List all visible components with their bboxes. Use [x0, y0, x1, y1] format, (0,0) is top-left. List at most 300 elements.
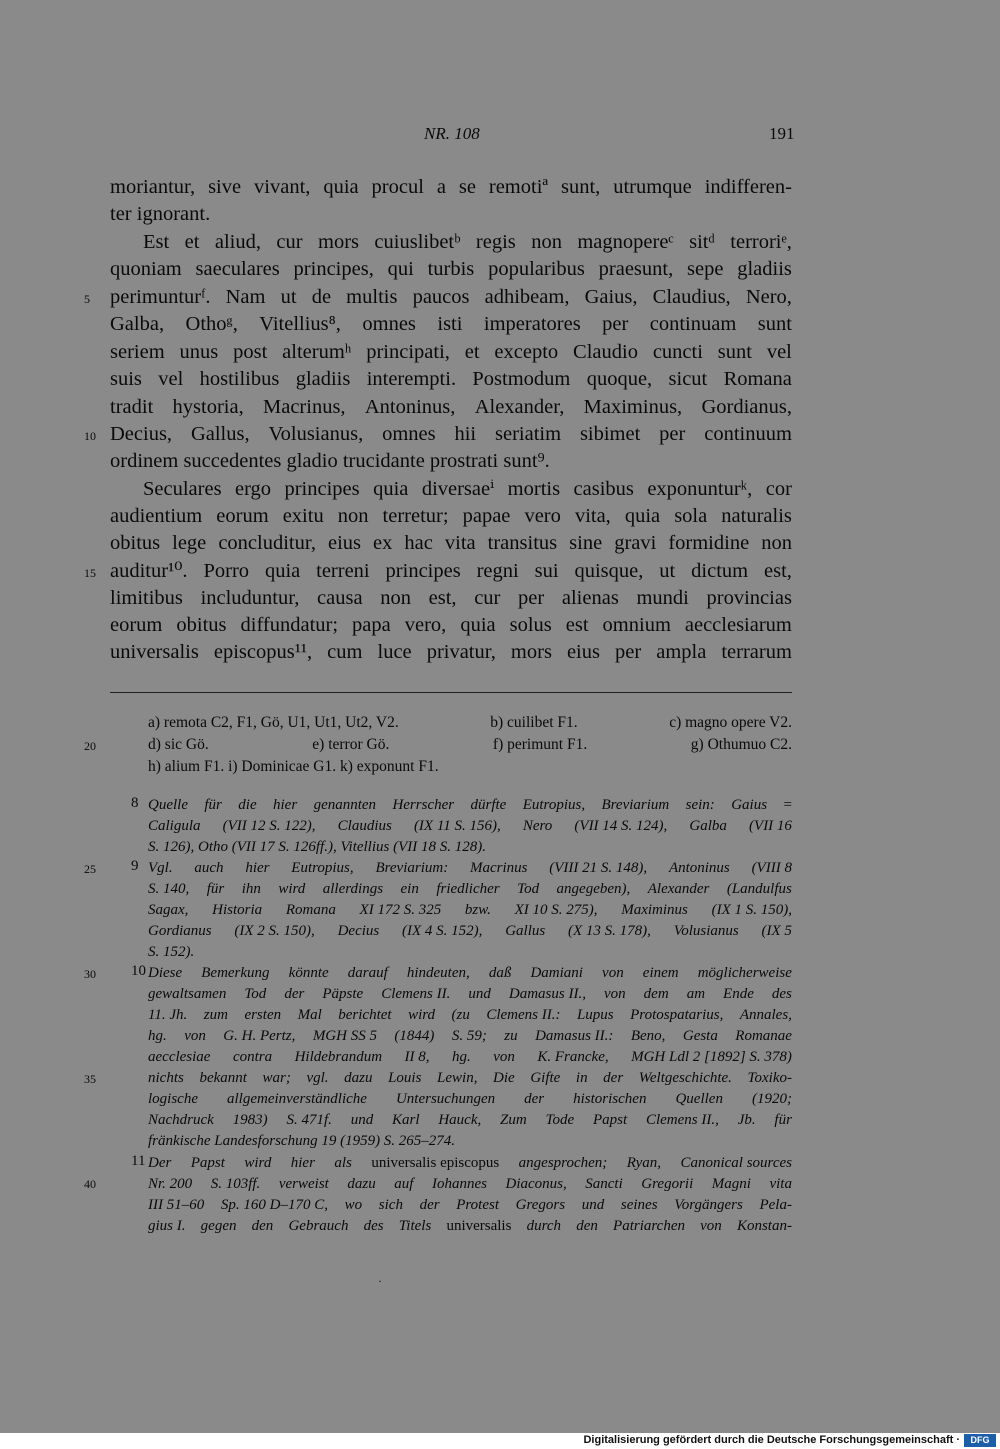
word: hii	[454, 423, 477, 445]
word: moriantur,	[110, 176, 196, 198]
word: vel	[766, 341, 792, 363]
word: est,	[764, 560, 792, 582]
word: (1920;	[751, 1091, 792, 1107]
page-mark: ·	[378, 1274, 382, 1288]
word: Zum	[500, 1112, 527, 1128]
word: cur	[474, 587, 501, 609]
word: quia	[323, 176, 359, 198]
text-line	[110, 558, 792, 585]
word: cuncti	[652, 341, 703, 363]
word: quia	[264, 560, 301, 582]
word: Der	[148, 1155, 172, 1171]
word: Quelle	[148, 797, 188, 813]
word: Gregorii	[641, 1176, 694, 1192]
word: Seculares	[143, 478, 222, 500]
word: (IX 5	[761, 923, 792, 939]
word: bekannt	[199, 1070, 247, 1086]
footnote-line	[148, 795, 792, 816]
word: daß	[488, 965, 512, 981]
line-number: 20	[84, 739, 96, 753]
word: seines	[620, 1197, 658, 1213]
word: audientium	[110, 505, 203, 527]
word: sich	[378, 1197, 403, 1213]
word: Mal	[297, 1007, 322, 1023]
word: auf	[394, 1176, 414, 1192]
footnote-number: 8	[131, 795, 139, 811]
word: Nero	[522, 818, 553, 834]
word: Annales,	[739, 1007, 792, 1023]
word: mors	[318, 231, 359, 253]
word: Lewin,	[437, 1070, 478, 1086]
word: Ende	[723, 986, 754, 1002]
text-line	[143, 229, 792, 256]
word: Clemens II.,	[645, 1112, 719, 1128]
word: sitᵈ	[689, 231, 715, 253]
word: Antoninus	[668, 860, 730, 876]
word: Romana	[723, 368, 792, 390]
text-line	[110, 421, 792, 448]
word: und	[468, 986, 491, 1002]
word: ex	[373, 532, 393, 554]
word: (VIII 8	[751, 860, 792, 876]
word: Hauck,	[438, 1112, 482, 1128]
word: ersten	[244, 1007, 282, 1023]
word: mors	[510, 641, 552, 663]
word: MGH SS 5	[312, 1028, 377, 1044]
text-line	[110, 339, 792, 366]
word: des	[771, 986, 792, 1002]
word: Quellen	[675, 1091, 723, 1107]
word: d) sic Gö.	[148, 736, 209, 753]
word: einem	[642, 965, 679, 981]
word: seriatim	[495, 423, 562, 445]
word: principes	[385, 560, 461, 582]
word: von	[493, 1049, 515, 1065]
word: den	[251, 1218, 274, 1234]
text-line	[110, 585, 792, 612]
word: Nero,	[745, 286, 792, 308]
word: universalis	[110, 641, 199, 663]
word: interempti.	[366, 368, 457, 390]
word: bzw.	[464, 902, 491, 918]
word: qui	[387, 258, 414, 280]
word: Antoninus,	[364, 396, 456, 418]
word: Nr. 200	[148, 1176, 193, 1192]
word: post	[233, 341, 268, 363]
word: der	[284, 986, 305, 1002]
word: cor	[765, 478, 792, 500]
word: quoniam	[110, 258, 182, 280]
word: (VIII 21 S. 148),	[549, 860, 648, 876]
word: der	[524, 1091, 545, 1107]
word: von	[602, 965, 624, 981]
text-line	[110, 366, 792, 393]
word: hindeuten,	[406, 965, 470, 981]
word: ut	[280, 286, 297, 308]
word: eius	[566, 641, 600, 663]
word: Eutropius,	[522, 797, 586, 813]
word: berichtet	[338, 1007, 392, 1023]
footnote-number: 10	[131, 963, 146, 979]
word: Die	[493, 1070, 515, 1086]
footnote-line	[148, 858, 792, 879]
word: allgemeinverständliche	[227, 1091, 367, 1107]
word: regis	[475, 231, 516, 253]
word: non	[380, 587, 411, 609]
word: cur	[276, 231, 303, 253]
word: episcopus¹¹,	[213, 641, 313, 663]
dfg-logo: DFG	[964, 1434, 996, 1447]
text-line	[110, 503, 792, 530]
word: alterumʰ	[282, 341, 352, 363]
word: terrarum	[721, 641, 792, 663]
word: zum	[203, 1007, 228, 1023]
variant-line	[148, 712, 792, 733]
text-line: ordinem succedentes gladio trucidante prostrati sunt⁹.	[110, 450, 550, 472]
word: angesprochen;	[518, 1155, 608, 1171]
word: per	[659, 423, 686, 445]
word: gravi	[614, 532, 657, 554]
word: g) Othumuo C2.	[690, 736, 792, 753]
word: continuum	[704, 423, 792, 445]
word: casibus	[573, 478, 634, 500]
word: popularibus	[488, 258, 585, 280]
text-line	[143, 476, 792, 503]
word: per	[518, 587, 545, 609]
word: Volusianus,	[268, 423, 364, 445]
word: ut	[659, 560, 676, 582]
word: eius	[328, 532, 362, 554]
word: dazu	[347, 1176, 376, 1192]
word: continuam	[649, 313, 737, 335]
word: XI 172 S. 325	[359, 902, 442, 918]
word: Maximinus	[621, 902, 688, 918]
word: universalis	[446, 1218, 512, 1234]
word: quia	[624, 505, 661, 527]
word: historischen	[573, 1091, 647, 1107]
word: Gaius	[731, 797, 768, 813]
word: a) remota C2, F1, Gö, U1, Ut1, Ut2, V2.	[148, 714, 399, 731]
word: auditur¹⁰.	[110, 560, 188, 582]
funding-credit: Digitalisierung gefördert durch die Deutsche Forschungsgemeinschaft ·	[583, 1434, 960, 1446]
word: vita	[769, 1176, 792, 1192]
word: aecclesiarum	[684, 614, 792, 636]
word: und	[350, 1112, 374, 1128]
word: principes	[284, 478, 360, 500]
word: suis	[110, 368, 142, 390]
word: papa	[352, 614, 391, 636]
word: wo	[344, 1197, 363, 1213]
word: gius I.	[148, 1218, 186, 1234]
word: et	[184, 231, 200, 253]
word: obitus	[110, 532, 161, 554]
word: sine	[569, 532, 603, 554]
word: non	[761, 532, 792, 554]
word: regni	[476, 560, 519, 582]
word: sibimet	[579, 423, 641, 445]
word: (VII 12 S. 122),	[222, 818, 316, 834]
word: Caligula	[148, 818, 201, 834]
word: Galba,	[110, 313, 165, 335]
word: est	[565, 614, 589, 636]
word: non	[531, 231, 562, 253]
footnote-number: 11	[131, 1153, 146, 1169]
word: Romana	[285, 902, 336, 918]
word: und	[581, 1197, 605, 1213]
word: vero	[524, 505, 561, 527]
text-line	[110, 530, 792, 557]
word: naturalis	[721, 505, 792, 527]
word: concluditur,	[218, 532, 316, 554]
word: obitus	[176, 614, 227, 636]
word: Beno,	[630, 1028, 666, 1044]
word: omnium	[602, 614, 671, 636]
word: diffundatur;	[240, 614, 339, 636]
text-line	[110, 394, 792, 421]
word: sunt	[717, 341, 752, 363]
word: sunt,	[560, 176, 601, 198]
text-line	[110, 256, 792, 283]
word: transitus	[487, 532, 558, 554]
footnote-line: fränkische Landesforschung 19 (1959) S. 265–274.	[148, 1133, 456, 1149]
footnote-line	[148, 1174, 792, 1195]
word: friedlicher	[436, 881, 500, 897]
footnote-line	[148, 1047, 792, 1068]
word: dem	[643, 986, 669, 1002]
word: Jb.	[737, 1112, 756, 1128]
word: Konstan-	[736, 1218, 792, 1234]
text-line	[110, 612, 792, 639]
word: wird	[278, 881, 306, 897]
word: 11. Jh.	[148, 1007, 188, 1023]
word: hier	[245, 860, 270, 876]
word: includuntur,	[200, 587, 300, 609]
word: Damasus II.:	[535, 1028, 614, 1044]
word: Protospatarius,	[630, 1007, 724, 1023]
word: am	[686, 986, 706, 1002]
word: ergo	[234, 478, 272, 500]
word: papae	[462, 505, 511, 527]
word: allerdings	[322, 881, 384, 897]
word: vita	[444, 532, 476, 554]
word: Othoᵍ,	[185, 313, 238, 335]
word: könnte	[288, 965, 329, 981]
word: c) magno opere V2.	[669, 714, 792, 731]
word: Herrscher	[392, 797, 455, 813]
word: (zu	[451, 1007, 470, 1023]
footnote-line	[148, 1026, 792, 1047]
variant-line: h) alium F1. i) Dominicae G1. k) exponunt F1.	[148, 758, 439, 775]
word: sive	[208, 176, 242, 198]
word: mortis	[507, 478, 561, 500]
word: sein:	[685, 797, 715, 813]
footnote-separator	[110, 692, 792, 693]
word: Tode	[545, 1112, 575, 1128]
word: Gordianus	[148, 923, 212, 939]
word: excepto	[494, 341, 559, 363]
footnote-number: 9	[131, 858, 139, 874]
word: Vgl.	[148, 860, 173, 876]
word: G. H. Pertz,	[223, 1028, 296, 1044]
word: magnopereᶜ	[577, 231, 674, 253]
word: solus	[509, 614, 552, 636]
word: universalis episcopus	[371, 1155, 500, 1171]
word: als	[334, 1155, 352, 1171]
word: quia	[373, 478, 409, 500]
word: Alexander	[647, 881, 710, 897]
word: für	[206, 881, 225, 897]
word: gewaltsamen	[148, 986, 227, 1002]
word: Gebrauch	[288, 1218, 349, 1234]
word: eorum	[216, 505, 269, 527]
word: et	[464, 341, 480, 363]
word: sola	[674, 505, 708, 527]
word: ein	[400, 881, 419, 897]
word: wird	[244, 1155, 272, 1171]
word: dictum	[691, 560, 749, 582]
word: möglicherweise	[697, 965, 792, 981]
word: tradit	[110, 396, 154, 418]
word: war;	[262, 1070, 291, 1086]
word: Claudio	[573, 341, 638, 363]
word: XI 10 S. 275),	[514, 902, 598, 918]
word: Patriarchen	[613, 1218, 685, 1234]
word: remotiª	[488, 176, 549, 198]
word: se	[458, 176, 476, 198]
word: (IX 1 S. 150),	[711, 902, 792, 918]
word: Macrinus	[469, 860, 528, 876]
word: Magni	[711, 1176, 751, 1192]
word: II 8,	[404, 1049, 430, 1065]
word: (IX 11 S. 156),	[413, 818, 501, 834]
word: Toxiko-	[747, 1070, 792, 1086]
word: hystoria,	[172, 396, 244, 418]
word: =	[783, 797, 792, 813]
word: ampla	[656, 641, 707, 663]
word: Macrinus,	[263, 396, 346, 418]
word: von	[700, 1218, 722, 1234]
word: Weltgeschichte.	[638, 1070, 732, 1086]
word: Bemerkung	[201, 965, 270, 981]
footnote-line	[148, 921, 792, 942]
line-number: 10	[84, 429, 96, 443]
word: Romanae	[735, 1028, 792, 1044]
word: durch	[526, 1218, 562, 1234]
word: cum	[327, 641, 363, 663]
word: wird	[408, 1007, 436, 1023]
word: auch	[194, 860, 224, 876]
word: die	[238, 797, 257, 813]
word: Decius,	[110, 423, 173, 445]
word: principes,	[293, 258, 374, 280]
footnote-line	[148, 963, 792, 984]
word: vgl.	[306, 1070, 329, 1086]
word: hg.	[452, 1049, 471, 1065]
word: Tod	[244, 986, 267, 1002]
word: Louis	[388, 1070, 422, 1086]
line-number: 5	[84, 292, 90, 306]
footnote-line	[148, 984, 792, 1005]
word: Galba	[689, 818, 727, 834]
word: Lupus	[576, 1007, 614, 1023]
word: Papst	[592, 1112, 628, 1128]
footnote-line: S. 126), Otho (VII 17 S. 126ff.), Vitellius (VII 18 S. 128).	[148, 839, 486, 855]
word: sui	[534, 560, 559, 582]
word: paucos	[412, 286, 470, 308]
word: hostilibus	[199, 368, 280, 390]
word: zu	[504, 1028, 518, 1044]
word: turbis	[427, 258, 475, 280]
word: (X 13 S. 178),	[568, 923, 651, 939]
word: der	[419, 1197, 440, 1213]
word: (VII 14 S. 124),	[574, 818, 668, 834]
word: ihn	[241, 881, 261, 897]
word: omnes	[362, 313, 416, 335]
word: Gaius,	[584, 286, 638, 308]
word: luce	[377, 641, 412, 663]
word: formidine	[668, 532, 750, 554]
word: (Landulfus	[726, 881, 792, 897]
word: gegen	[200, 1218, 237, 1234]
word: terretur;	[382, 505, 449, 527]
word: den	[576, 1218, 598, 1234]
word: Gallus	[505, 923, 546, 939]
word: aliud,	[214, 231, 261, 253]
word: saeculares	[195, 258, 280, 280]
word: Clemens II.	[381, 986, 451, 1002]
word: cuiuslibetᵇ	[374, 231, 461, 253]
word: (VII 16	[749, 818, 792, 834]
word: hg.	[148, 1028, 167, 1044]
word: für	[204, 797, 222, 813]
word: logische	[148, 1091, 198, 1107]
word: Decius	[337, 923, 380, 939]
word: quoque,	[586, 368, 653, 390]
word: Gesta	[682, 1028, 718, 1044]
word: sunt	[757, 313, 792, 335]
word: nichts	[148, 1070, 184, 1086]
word: Maximinus,	[583, 396, 683, 418]
word: S. 103ff.	[210, 1176, 261, 1192]
word: indifferen-	[704, 176, 792, 198]
footnote-line	[148, 879, 792, 900]
footnote-line	[148, 1068, 792, 1089]
word: verweist	[278, 1176, 329, 1192]
word: Est	[143, 231, 170, 253]
word: in	[575, 1070, 588, 1086]
word: causa	[317, 587, 363, 609]
word: Gifte	[530, 1070, 561, 1086]
word: quisque,	[574, 560, 644, 582]
word: e) terror Gö.	[312, 736, 390, 753]
word: Claudius	[337, 818, 392, 834]
word: per	[615, 641, 642, 663]
word: Karl	[392, 1112, 420, 1128]
word: alienas	[561, 587, 619, 609]
word: quia	[460, 614, 496, 636]
word: sepe	[687, 258, 724, 280]
word: von	[184, 1028, 206, 1044]
word: vero,	[404, 614, 447, 636]
word: lege	[172, 532, 207, 554]
word: procul	[371, 176, 424, 198]
word: darauf	[347, 965, 388, 981]
word: III 51–60	[148, 1197, 205, 1213]
line-number: 40	[84, 1177, 96, 1191]
word: S. 59;	[451, 1028, 487, 1044]
word: Pela-	[759, 1197, 792, 1213]
word: est,	[428, 587, 457, 609]
